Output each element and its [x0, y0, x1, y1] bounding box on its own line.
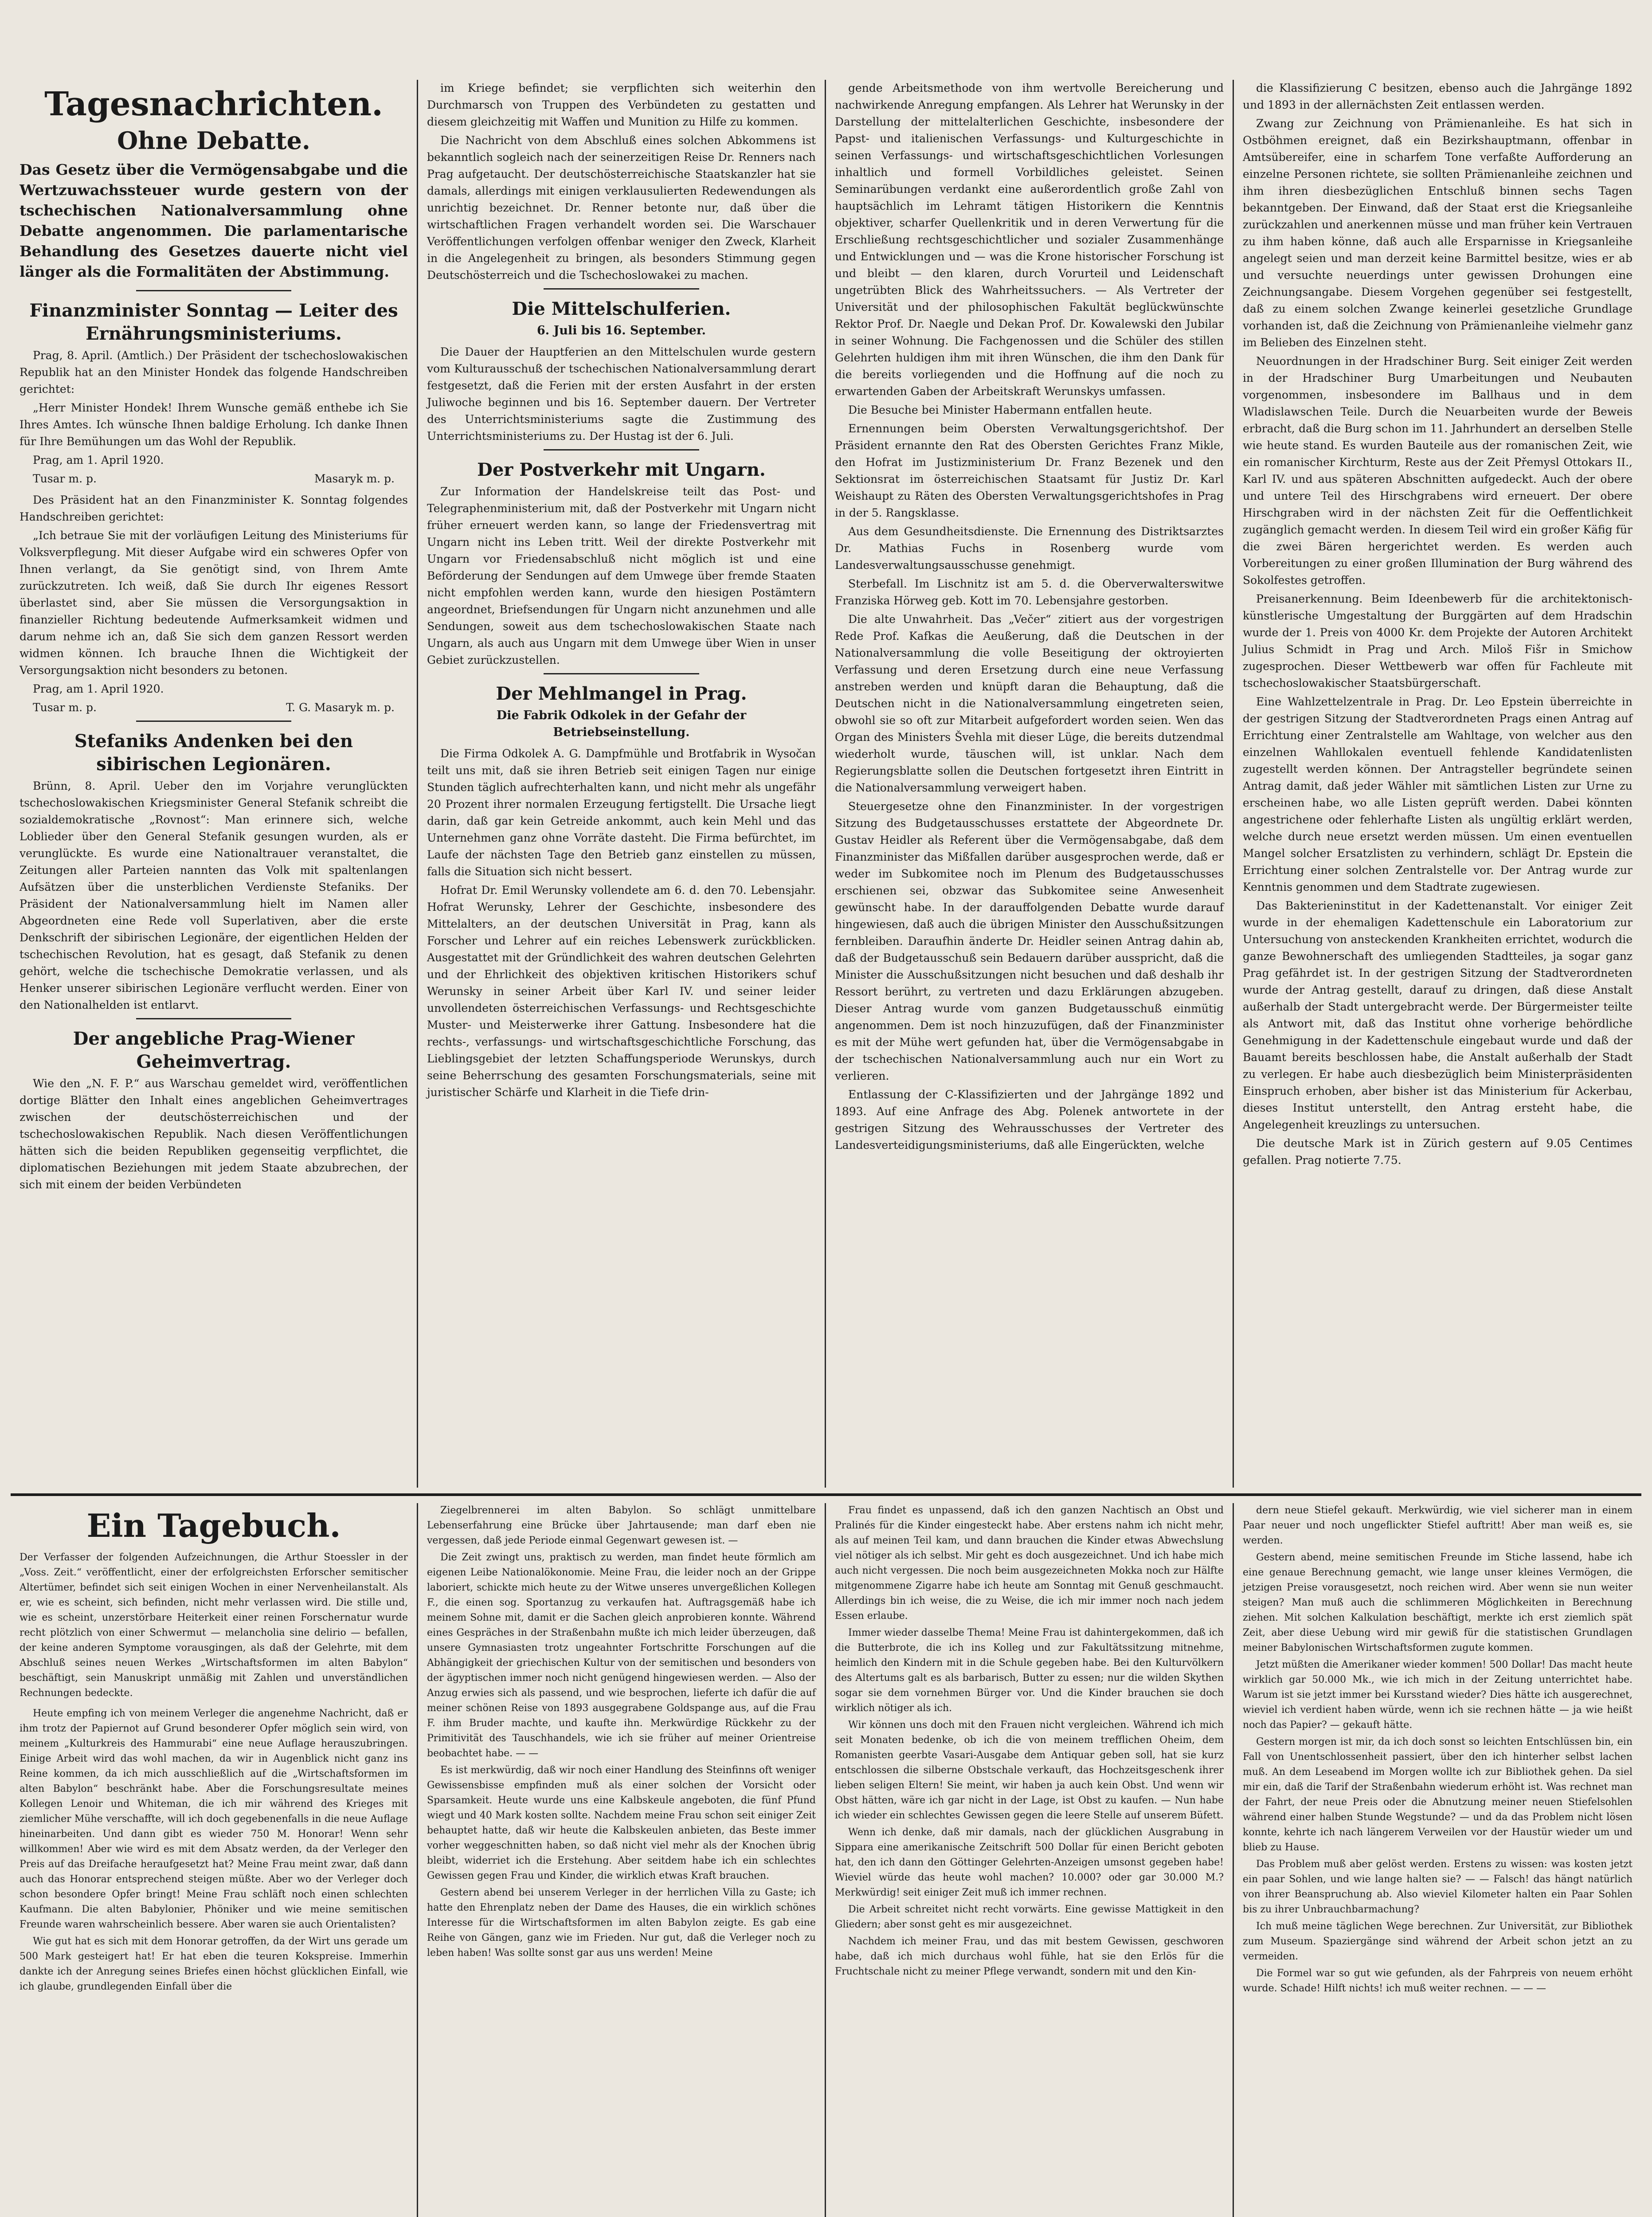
article-text: Des Präsident hat an den Finanzminister K. Sonntag folgendes Handschreiben gerichtet:: [20, 494, 408, 523]
news-item: Die alte Unwahrheit. Das „Večer“ zitiert aus der vorgestrigen Rede Prof. Kafkas die Aeußerung, daß die Deutschen in der Nationalversammlung die volle Beseitigung der oktroyierten Verfassung und deren Ersetzung durch eine neue Verfassung anstreben werden und knüpft daran die Behauptung, daß die Deutschen nicht in die Nationalversammlung eingetreten seien, obwohl sie so oft zur Mitarbeit aufgefordert worden seien. Wen das Organ des Ministers Švehla mit dieser Lüge, die bereits dutzendmal wiederholt wurde, täuschen will, ist unklar. Nach dem Regierungsblatte sollen die Deutschen fortgesetzt ihren Eintritt in die Nationalversammlung verweigert haben.: [835, 613, 1224, 794]
news-item: Preisanerkennung. Beim Ideenbewerb für die architektonisch-künstlerische Umgestaltung der Burggärten auf dem Hradschin wurde der 1. Preis von 4000 Kr. dem Projekte der Autoren Architekt Julius Schmidt in Prag und Arch. Miloš Fišr in Smichow zugesprochen. Dieser Wettbewerb war offen für Fachleute mit tschechoslowakischer Staatsbürgerschaft.: [1243, 592, 1632, 689]
signature: Tusar m. p.: [33, 701, 97, 714]
news-item: Sterbefall. Im Lischnitz ist am 5. d. die Oberverwalterswitwe Franziska Hörweg geb. Kott im 70. Lebensjahre gestorben.: [835, 577, 1224, 607]
feuilleton-column-4: [1234, 1503, 1641, 2217]
divider: [136, 1018, 291, 1019]
news-item: Aus dem Gesundheitsdienste. Die Ernennung des Distriktsarztes Dr. Mathias Fuchs in Rosenberg wurde vom Landesverwaltungsausschusse genehmigt.: [835, 525, 1224, 572]
article-text: im Kriege befindet; sie verpflichten sich weiterhin den Durchmarsch von Truppen des Verbündeten zu gestatten und diesem gleichzeitig mit Waffen und Munition zu Hilfe zu kommen.: [427, 82, 816, 128]
diary-entry: Die Zeit zwingt uns, praktisch zu werden, man findet heute förmlich am eigenen Leibe Nationalökonomie. Meine Frau, die leider noch an der Grippe laboriert, schickte mich heute zu der Witwe unseres unvergeßlichen Kollegen F., die einen sog. Sportanzug zu verkaufen hat. Auftragsgemäß habe ich meinem Sohne mit, damit er die Sachen gleich anprobieren konnte. Während eines Gespräches in der Straßenbahn mußte ich mich leider überzeugen, daß unsere Gymnasiasten trotz ungeahnter Fortschritte Forschungen auf die Abhängigkeit der griechischen Kultur von der semitischen und besonders von der ägyptischen immer noch nicht genügend hingewiesen werden. — Also der Anzug erwies sich als passend, und wie besprochen, lieferte ich dafür die auf meiner schönen Reise von 1893 ausgegrabene Goldspange aus, auf die Frau F. ihm Bruder machte, und kaufte ihn. Merkwürdige Rückkehr zu der Primitivität des Tauschhandels, wie ich sie früher auf meiner Orientreise beobachtet habe. — —: [427, 1552, 816, 1759]
feuilleton-column-1: [11, 1503, 417, 2217]
headline-stefanik: Stefaniks Andenken bei den sibirischen Legionären.: [74, 731, 353, 775]
diary-entry: Heute empfing ich von meinem Verleger die angenehme Nachricht, daß er ihm trotz der Papiernot auf Grund besonderer Opfer möglich sein wird, von meinem „Kulturkreis des Hammurabi“ eine neue Auflage herauszubringen. Einige Arbeit wird das wohl machen, da wir in Augenblick nicht ganz ins Reine kommen, da ich mich ausschließlich auf die „Wirtschaftsformen im alten Babylon“ beschränkt habe. Aber die Forschungsresultate meines Kollegen Lenoir und Whiteman, die ich mir während des Krieges mit ziemlicher Mühe verschaffte, will ich doch gegebenenfalls in die neue Auflage hineinarbeiten. Und dann gibt es wieder 750 M. Honorar! Wenn sehr willkommen! Aber wie wird es mit dem Absatz werden, da der Verleger den Preis auf das Dreifache heraufgesetzt hat? Meine Frau meint zwar, daß dann auch das Honorar entsprechend steigen müßte. Aber wo der Verleger doch schon besondere Opfer bringt! Meine Frau schläft noch einen schlechten Kaufmann. Die alten Babylonier, Phöniker und wie meine semitischen Freunde waren wahrscheinlich bessere. Aber waren sie auch Orientalisten?: [20, 1708, 408, 1930]
news-item: Zwang zur Zeichnung von Prämienanleihe. Es hat sich in Ostböhmen ereignet, daß ein Bezirkshauptmann, offenbar in Amtsübereifer, eine in scharfem Tone verfaßte Aufforderung an einzelne Personen richtete, sie sollten Prämienanleihe zeichnen und ihm ihren diesbezüglichen Entschluß binnen sechs Tagen bekanntgeben. Der Einwand, daß der Staat erst die Kriegsanleihe zurückzahlen und anerkennen müsse und man früher kein Vertrauen zu ihm haben könne, daß auch alle Ersparnisse in Kriegsanleihe angelegt seien und man derzeit keine Barmittel besitze, wies er ab und versuchte neuerdings unter gewissen Drohungen eine Zeichnungsangabe. Diesem Vorgehen gegenüber sei festgestellt, daß zu einem solchen Zwange keinerlei gesetzliche Grundlage vorhanden ist, daß die Zeichnung von Prämienanleihe vielmehr ganz im Belieben des Einzelnen steht.: [1243, 117, 1632, 349]
lead-paragraph: Das Gesetz über die Vermögensabgabe und die Wertzuwachssteuer wurde gestern von der tschechischen Nationalversammlung ohne Debatte angenommen. Die parlamentarische Behandlung des Gesetzes dauerte nicht viel länger als die Formalitäten der Abstimmung.: [20, 161, 408, 280]
signature: Masaryk m. p.: [314, 472, 395, 485]
headline-deck: 6. Juli bis 16. September.: [537, 324, 706, 337]
diary-entry: Gestern morgen ist mir, da ich doch sonst so leichten Entschlüssen bin, ein Fall von Unentschlossenheit passiert, über den ich hinterher selbst lachen muß. An dem Leseabend im Morgen wollte ich zur Bibliothek gehen. Da siel mir ein, daß die Tarif der Straßenbahn wiederum erhöht ist. Was rechnet man der Fahrt, der neue Preis oder die Abnutzung meiner neuen Stiefelsohlen während einer halben Stunde Wegstunde? — und da das Problem nicht lösen konnte, kehrte ich nach längerem Verweilen vor der Haustür wieder um und blieb zu Hause.: [1243, 1736, 1632, 1853]
article-text: gende Arbeitsmethode von ihm wertvolle Bereicherung und nachwirkende Anregung empfangen. Als Lehrer hat Werunsky in der Darstellung der mittelalterlichen Geschichte, insbesondere der Papst- und italienischen Verfassungs- und Kulturgeschichte in seinen Verfassungs- und wirtschaftsgeschichtlichen Vorlesungen inhaltlich und formell Vorbildliches geleistet. Seinen Seminarübungen verdankt eine außerordentlich große Zahl von hauptsächlich im Lehramt tätigen Historikern die Kenntnis objektiver, scharfer Quellenkritik und in deren Verwertung für die Erschließung rechtsgeschichtlicher und sozialer Zusammenhänge und Entwicklungen und — was die Krone historischer Forschung ist und bleibt — den klaren, durch Vorurteil und Leidenschaft ungetrübten Blick des Wahrheitssuchers. — Als Vertreter der Universität und der philosophischen Fakultät beglückwünschte Rektor Prof. Dr. Naegle und Dekan Prof. Dr. Kowalewski den Jubilar in seiner Wohnung. Die Fachgenossen und die Schüler des stillen Gelehrten huldigen ihm mit ihren Wünschen, die ihm den Dank für die bereits vorliegenden und die Hoffnung auf die noch zu erwartenden Gaben der Arbeitskraft Werunskys umfassen.: [835, 82, 1224, 398]
headline-postal-service: Der Postverkehr mit Ungarn.: [477, 459, 766, 480]
news-column-2: [418, 80, 825, 1488]
article-text: Die Nachricht von dem Abschluß eines solchen Abkommens ist bekanntlich sogleich nach der seinerzeitigen Reise Dr. Renners nach Prag aufgetaucht. Der deutschösterreichische Staatskanzler hat sie damals, allerdings mit einigen verklausulierten Redewendungen als unrichtig bezeichnet. Dr. Renner betonte nur, daß über die wirtschaftlichen Fragen verhandelt worden sei. Die Warschauer Veröffentlichungen verfolgen offenbar weniger den Zweck, Klarheit in die Angelegenheit zu bringen, als besonders Stimmung gegen Deutschösterreich und die Tschechoslowakei zu machen.: [427, 134, 816, 282]
dateline: Prag, am 1. April 1920.: [33, 682, 164, 695]
feuilleton-intro: Der Verfasser der folgenden Aufzeichnungen, die Arthur Stoessler in der „Voss. Zeit.“ veröffentlicht, einer der erfolgreichsten Erforscher semitischer Altertümer, befindet sich seit einigen Wochen in einer Nervenheilanstalt. Als er, wie es scheint, sich befinden, nicht mehr verlassen wird. Die stille und, wie es scheint, unzerstörbare Heiterkeit einer reinen Forschernatur wurde recht plötzlich von einer Schwermut — melancholia sine delirio — befallen, der keine anderen Symptome vorausgingen, als daß der Gelehrte, mit dem Abschluß seines neuen Werkes „Wirtschaftsformen im alten Babylon“ beschäftigt, sein Manuskript unmäßig mit Zahlen und unverständlichen Rechnungen bedeckte.: [20, 1552, 408, 1699]
diary-entry: Wie gut hat es sich mit dem Honorar getroffen, da der Wirt uns gerade um 500 Mark gesteigert hat! Er hat eben die teuren Kokspreise. Immerhin dankte ich der Anregung seines Briefes einen höchst glücklichen Einfall, wie ich glaube, grundlegenden Einfall über die: [20, 1936, 408, 1992]
article-text: die Klassifizierung C besitzen, ebenso auch die Jahrgänge 1892 und 1893 in der allernächsten Zeit entlassen werden.: [1243, 82, 1632, 111]
divider: [544, 673, 699, 674]
signature-line: [20, 699, 408, 716]
diary-entry: dern neue Stiefel gekauft. Merkwürdig, wie viel sicherer man in einem Paar neuer und noch ungeflickter Stiefel auftritt! Aber man weiß es, sie werden.: [1243, 1505, 1632, 1546]
diary-entry: Jetzt müßten die Amerikaner wieder kommen! 500 Dollar! Das macht heute wirklich gar 50.000 Mk., wie ich mich in der Zeitung unterrichtet habe. Warum ist sie jetzt immer bei Kursstand wieder? Dies hätte ich ausgerechnet, wieviel ich verdient haben würde, wenn ich sie rechnen hätte — ja wie heißt noch das Papier? — gekauft hätte.: [1243, 1659, 1632, 1731]
news-item: Die Besuche bei Minister Habermann entfallen heute.: [848, 403, 1152, 416]
headline-school-holidays: Die Mittelschulferien.: [512, 298, 731, 319]
news-item: Steuergesetze ohne den Finanzminister. In der vorgestrigen Sitzung des Budgetausschusses erstattete der Abgeordnete Dr. Gustav Heidler als Referent über die Vermögensabgabe, daß dem Finanzminister das Mißfallen darüber ausgesprochen werde, daß er weder im Subkomitee noch im Plenum des Budgetausschusses erschienen sei, obzwar das Subkomitee seine Anwesenheit gewünscht habe. In der darauffolgenden Debatte wurde darauf hingewiesen, daß auch die übrigen Minister den Ausschußsitzungen fernbleiben. Daraufhin änderte Dr. Heidler seinen Antrag dahin ab, daß der Budgetausschuß sein Bedauern darüber ausspricht, daß die Minister die Ausschußsitzungen nicht besuchen und daß deshalb ihr Ressort berührt, zu vertreten und dazu Erklärungen abzugeben. Dieser Antrag wurde vom ganzen Budgetausschuß einmütig angenommen. Dem ist noch hinzuzufügen, daß der Finanzminister es mit der Mühe wert gefunden hat, über die Vermögensabgabe in der tschechischen Nationalversammlung auch nur ein Wort zu verlieren.: [835, 800, 1224, 1082]
feuilleton-column-3: [826, 1503, 1233, 2217]
signature-line: [20, 470, 408, 487]
diary-entry: Es ist merkwürdig, daß wir noch einer Handlung des Steinfinns oft weniger Gewissensbisse empfinden muß als einer solchen der Vorsicht oder Sparsamkeit. Heute wurde uns eine Kalbskeule angeboten, die fünf Pfund wiegt und 40 Mark kosten sollte. Nachdem meine Frau schon seit einiger Zeit behauptet hatte, daß wir heute die Kalbskeulen anbieten, das Beste immer vorher weggeschnitten haben, so daß nicht viel mehr als der Knochen übrig bleibt, widerriet ich die Erstehung. Aber seitdem habe ich ein schlechtes Gewissen gegen Frau und Kinder, die wirklich etwas Kraft brauchen.: [427, 1765, 816, 1881]
news-section: [11, 80, 1641, 1488]
diary-entry: Ziegelbrennerei im alten Babylon. So schlägt unmittelbare Lebenserfahrung eine Brücke über Jahrtausende; man darf eben nie vergessen, daß jede Periode einmal Gegenwart gewesen ist. —: [427, 1505, 816, 1546]
diary-entry: Frau findet es unpassend, daß ich den ganzen Nachtisch an Obst und Pralinés für die Kinder eingesteckt habe. Aber erstens nahm ich nicht mehr, als auf meinen Teil kam, und dann brauchen die Kinder etwas Abwechslung viel nötiger als ich selbst. Mir geht es doch ausgezeichnet. Und ich habe mich auch nicht vergessen. Die noch beim ausgezeichneten Mokka noch zur Hälfte mitgenommene Zigarre habe ich heute am Sonntag mit Genuß geschmaucht. Allerdings bin ich weise, die zu Weise, die ich mir immer noch nach jedem Essen erlaube.: [835, 1505, 1224, 1622]
article-text: „Ich betraue Sie mit der vorläufigen Leitung des Ministeriums für Volksverpflegung. Mit dieser Aufgabe wird ein schweres Opfer von Ihnen verlangt, da Sie genötigt sind, von Ihrem Amte zurückzutreten. Ich weiß, daß Sie durch Ihr eigenes Ressort überlastet sind, aber Sie müssen die Versorgungsaktion in finanzieller Richtung bedeutende Aufmerksamkeit widmen und darum nehme ich an, daß Sie sich dem ganzen Ressort werden widmen können. Ich brauche Ihnen die Wichtigkeit der Versorgungsaktion nicht besonders zu betonen.: [20, 529, 408, 677]
signature: T. G. Masaryk m. p.: [286, 701, 395, 714]
diary-entry: Nachdem ich meiner Frau, und das mit bestem Gewissen, geschworen habe, daß ich mich durchaus wohl fühle, hat sie den Erlös für die Fruchtschale nicht zu meiner Pflege verwandt, sondern mit und den Kin-: [835, 1936, 1224, 1977]
article-text: „Herr Minister Hondek! Ihrem Wunsche gemäß enthebe ich Sie Ihres Amtes. Ich wünsche Ihnen baldige Erholung. Ich danke Ihnen für Ihre Bemühungen um das Wohl der Republik.: [20, 401, 408, 448]
article-text: Brünn, 8. April. Ueber den im Vorjahre verunglückten tschechoslowakischen Kriegsminister General Stefanik schreibt die sozialdemokratische „Rovnost“: Man erinnere sich, welche Loblieder über den General Stefanik gesungen wurden, als er verunglückte. Es wurde eine Nationaltrauer veranstaltet, die Zeitungen aller Parteien nannten das Volk mit spaltenlangen Aufsätzen über die unsterblichen Verdienste Stefaniks. Der Präsident der Nationalversammlung hielt im Namen aller Abgeordneten eine Rede voll Superlativen, aber die erste Denkschrift der sibirischen Legionäre, der eigentlichen Helden der tschechischen Revolution, hat es gesagt, daß Stefanik zu denen gehört, welche die tschechische Demokratie verlassen, und als Henker unserer sibirischen Legionäre verflucht werden. Einer von den Nationalhelden ist entlarvt.: [20, 779, 408, 1011]
masthead: Tagesnachrichten.: [44, 85, 383, 123]
article-text: Hofrat Dr. Emil Werunsky vollendete am 6. d. den 70. Lebensjahr. Hofrat Werunsky, Lehrer der Geschichte, insbesondere des Mittelalters, an der deutschen Universität in Prag, kann als Forscher und Lehrer auf ein reiches Lebenswerk zurückblicken. Ausgestattet mit der Gründlichkeit des wahren deutschen Gelehrten und der Ehrlichkeit des objektiven kritischen Historikers schuf Werunsky in seiner Arbeit über Karl IV. und seiner leider unvollendeten österreichischen Verfassungs- und Rechtsgeschichte Muster- und Meisterwerke ihrer Gattung. Insbesondere hat die rechts-, verfassungs- und wirtschaftsgeschichtliche Forschung, das Lieblingsgebiet der letzten Schaffungsperiode Werunskys, durch seine Beherrschung des gesamten Forschungsmaterials, seine mit juristischer Schärfe und Klarheit in die Tiefe drin-: [427, 884, 816, 1099]
news-item: Neuordnungen in der Hradschiner Burg. Seit einiger Zeit werden in der Hradschiner Burg Umarbeitungen und Neubauten vorgenommen, insbesondere im Ballhaus und in dem Wladislawschen Teile. Durch die Neuarbeiten wurde der Beweis erbracht, daß die Burg schon im 11. Jahrhundert an derselben Stelle wie heute stand. Es wurden Bauteile aus der romanischen Zeit, wie ein romanischer Kirchturm, Reste aus der Zeit Přemysl Ottokars II., Karl IV. und aus späteren Abschnitten aufgedeckt. Auch der obere und untere Teil des Hirschgrabens wird erneuert. Der obere Hirschgraben wird in der nächsten Zeit für die Oeffentlichkeit zugänglich gemacht werden. In diesem Teil wird ein großer Käfig für die zwei Bären hergerichtet werden. Es werden auch Vorbereitungen zu einer großen Illumination der Burg während des Sokolfestes getroffen.: [1243, 355, 1632, 587]
diary-entry: Das Problem muß aber gelöst werden. Erstens zu wissen: was kosten jetzt ein paar Sohlen, und wie lange halten sie? — — Falsch! das hängt natürlich von ihrer Beanspruchung ab. Also wieviel Kilometer halten ein Paar Sohlen bis zu ihrer Unbrauchbarmachung?: [1243, 1859, 1632, 1915]
article-text: Wie den „N. F. P.“ aus Warschau gemeldet wird, veröffentlichen dortige Blätter den Inhalt eines angeblichen Geheimvertrages zwischen der deutschösterreichischen und der tschechoslowakischen Republik. Nach diesen Veröffentlichungen hätten sich die beiden Republiken gegenseitig verpflichtet, die diplomatischen Beziehungen mit jedem Staate abzubrechen, der sich mit einem der beiden Verbündeten: [20, 1077, 408, 1191]
divider: [544, 449, 699, 450]
news-item: Die deutsche Mark ist in Zürich gestern auf 9.05 Centimes gefallen. Prag notierte 7.75.: [1243, 1137, 1632, 1167]
article-text: Die Firma Odkolek A. G. Dampfmühle und Brotfabrik in Wysočan teilt uns mit, daß sie ihren Betrieb seit einigen Tagen nur einige Stunden täglich aufrechterhalten kann, und nicht mehr als ungefähr 20 Prozent ihrer normalen Erzeugung fertigstellt. Die Ursache liegt darin, daß gar kein Getreide ankommt, auch kein Mehl und das Unternehmen ganz ohne Vorräte dasteht. Die Firma befürchtet, im Laufe der nächsten Tage den Betrieb ganz einstellen zu müssen, falls die Situation sich nicht bessert.: [427, 747, 816, 878]
diary-entry: Ich muß meine täglichen Wege berechnen. Zur Universität, zur Bibliothek zum Museum. Spaziergänge sind während der Arbeit schon jetzt an zu vermeiden.: [1243, 1921, 1632, 1962]
headline-finance-minister: Finanzminister Sonntag — Leiter des Ernährungsministeriums.: [29, 300, 398, 344]
news-item: Das Bakterieninstitut in der Kadettenanstalt. Vor einiger Zeit wurde in der ehemaligen Kadettenschule ein Laboratorium zur Untersuchung von ansteckenden Krankheiten errichtet, wodurch die ganze Bewohnerschaft des umliegenden Stadtteiles, ja sogar ganz Prag gefährdet ist. In der gestrigen Sitzung der Stadtverordneten wurde der Antrag gestellt, darauf zu dringen, daß diese Anstalt außerhalb der Stadt untergebracht werde. Der Bürgermeister teilte als Antwort mit, daß das Institut ohne vorherige behördliche Genehmigung in der Kadettenschule eingebaut wurde und daß der Bauamt bereits beschlossen habe, die Anstalt außerhalb der Stadt zu verlegen. Er habe auch diesbezüglich beim Ministerpräsidenten Einspruch erhoben, aber bisher ist das Ministerium für Ackerbau, dieses Institut unterstellt, den Antrag ersteht habe, die Angelegenheit kreuzlings zu untersuchen.: [1243, 899, 1632, 1131]
diary-entry: Gestern abend bei unserem Verleger in der herrlichen Villa zu Gaste; ich hatte den Ehrenplatz neben der Dame des Hauses, die ein wirklich schönes Interesse für die Wirtschaftsformen im alten Babylon zeigte. Es gab eine Reihe von Gängen, ganz wie im Frieden. Nur gut, daß die Verleger noch zu leben haben! Was sollte sonst gar aus uns werden! Meine: [427, 1887, 816, 1958]
article-text: Zur Information der Handelskreise teilt das Post- und Telegraphenministerium mit, daß der Postverkehr mit Ungarn nicht früher erneuert werden kann, so lange der Friedensvertrag mit Ungarn nicht ins Leben tritt. Weil der direkte Postverkehr mit Ungarn vor Friedensabschluß nicht möglich ist und eine Beförderung der Sendungen auf dem Umwege über fremde Staaten nicht empfohlen werden kann, wurde den hiesigen Postämtern angeordnet, Briefsendungen für Ungarn nicht anzunehmen und alle Sendungen, soweit aus dem tschechoslowakischen Staate nach Ungarn, als auch aus Ungarn mit dem Umwege über Wien in unser Gebiet zurückzustellen.: [427, 485, 816, 666]
divider: [136, 721, 291, 722]
signature: Tusar m. p.: [33, 472, 97, 485]
diary-entry: Gestern abend, meine semitischen Freunde im Stiche lassend, habe ich eine genaue Berechnung gemacht, wie lange unser kleines Vermögen, die jetzigen Preise vorausgesetzt, noch reichen wird. Aber wenn sie nun weiter steigen? Man muß auch die schlimmeren Möglichkeiten in Berechnung ziehen. Mit solchen Kalkulation beschäftigt, merkte ich erst ziemlich spät Zeit, aber diese Uebung wird mir gewiß für die statistischen Grundlagen meiner Babylonischen Wirtschaftsformen zugute kommen.: [1243, 1552, 1632, 1653]
divider: [136, 290, 291, 291]
diary-entry: Wir können uns doch mit den Frauen nicht vergleichen. Während ich mich seit Monaten bedenke, ob ich die von meinem trefflichen Oheim, dem Romanisten geerbte Vasari-Ausgabe dem Antiquar geben soll, hat sie kurz entschlossen die silberne Obstschale verkauft, das Hochzeitsgeschenk ihrer lieben seligen Eltern! Sie meint, wir haben ja auch kein Obst. Und wenn wir Obst hätten, wäre ich gar nicht in der Lage, ist Obst zu kaufen. — Nun habe ich wieder ein schlechtes Gewissen gegen die leere Stelle auf unserem Büfett.: [835, 1720, 1224, 1821]
section-subtitle: Ohne Debatte.: [117, 126, 310, 155]
dateline: Prag, am 1. April 1920.: [33, 454, 164, 466]
news-column-1: [11, 80, 417, 1488]
news-column-3: [826, 80, 1233, 1488]
headline-flour-shortage: Der Mehlmangel in Prag.: [496, 683, 747, 704]
headline-secret-treaty: Der angebliche Prag-Wiener Geheimvertrag.: [73, 1028, 355, 1072]
article-text: Die Dauer der Hauptferien an den Mittelschulen wurde gestern vom Kulturausschuß der tschechischen Nationalversammlung derart festgesetzt, daß die Ferien mit der ersten Ausfahrt in der ersten Juliwoche beginnen und bis 16. September dauern. Der Vertreter des Unterrichtsministeriums sagte die Zustimmung des Unterrichtsministeriums zu. Der Hustag ist der 6. Juli.: [427, 345, 816, 443]
news-item: Entlassung der C-Klassifizierten und der Jahrgänge 1892 und 1893. Auf eine Anfrage des Abg. Polenek antwortete in der gestrigen Sitzung des Wehrausschusses der Vertreter des Landesverteidigungsministeriums, daß alle Eingerückten, welche: [835, 1088, 1224, 1152]
headline-deck: Die Fabrik Odkolek in der Gefahr der Betriebseinstellung.: [496, 709, 747, 739]
divider: [544, 288, 699, 290]
section-divider: [11, 1493, 1641, 1496]
diary-entry: Die Arbeit schreitet nicht recht vorwärts. Eine gewisse Mattigkeit in den Gliedern; aber sonst geht es mir ausgezeichnet.: [835, 1904, 1224, 1930]
article-text: Prag, 8. April. (Amtlich.) Der Präsident der tschechoslowakischen Republik hat an den Minister Hondek das folgende Handschreiben gerichtet:: [20, 349, 408, 396]
news-item: Ernennungen beim Obersten Verwaltungsgerichtshof. Der Präsident ernannte den Rat des Obersten Gerichtes Franz Mikle, den Hofrat im Justizministerium Dr. Franz Bezenek und den Sektionsrat im österreichischen Staatsamt für Justiz Dr. Karl Weishaupt zu Räten des Obersten Verwaltungsgerichtshofes in Prag in der 5. Rangsklasse.: [835, 422, 1224, 519]
news-column-4: [1234, 80, 1641, 1488]
diary-entry: Die Formel war so gut wie gefunden, als der Fahrpreis von neuem erhöht wurde. Schade! Hilft nichts! ich muß weiter rechnen. — — —: [1243, 1968, 1632, 1994]
feuilleton-column-2: [418, 1503, 825, 2217]
diary-entry: Immer wieder dasselbe Thema! Meine Frau ist dahintergekommen, daß ich die Butterbrote, die ich ins Kolleg und zur Fakultätssitzung mitnehme, heimlich den Kindern mit in die Schule gegeben habe. Bei den Kulturvölkern des Altertums galt es als barbarisch, Butter zu essen; nur die wilden Skythen sogar sie dem vornehmen Bürger vor. Und die Kinder brauchen sie doch wirklich nötiger als ich.: [835, 1627, 1224, 1714]
feuilleton-title: Ein Tagebuch.: [86, 1507, 341, 1544]
diary-entry: Wenn ich denke, daß mir damals, nach der glücklichen Ausgrabung in Sippara eine amerikanische Zeitschrift 500 Dollar für einen Bericht geboten hat, den ich dann den Göttinger Gelehrten-Anzeigen umsonst gegeben habe! Wieviel würde das heute wohl machen? 10.000? oder gar 30.000 M.? Merkwürdig! seit einiger Zeit muß ich immer rechnen.: [835, 1827, 1224, 1898]
feuilleton-section: [11, 1503, 1641, 2217]
news-item: Eine Wahlzettelzentrale in Prag. Dr. Leo Epstein überreichte in der gestrigen Sitzung der Stadtverordneten Prags einen Antrag auf Errichtung einer Zentralstelle am Wahltage, von welcher aus den einzelnen Wahllokalen eventuell fehlende Kandidatenlisten zugestellt werden können. Der Antragsteller begründete seinen Antrag damit, daß jeder Wähler mit sämtlichen Listen zur Urne zu erscheinen habe, wo alle Listen geprüft werden. Dabei könnten angestrichene oder fehlerhafte Listen als ungültig erklärt werden, welche durch neue ersetzt werden müssen. Um einen eventuellen Mangel solcher Ersatzlisten zu verhindern, schlägt Dr. Epstein die Errichtung einer solchen Zentralstelle vor. Der Antrag wurde zur Kenntnis genommen und dem Stadtrate zugewiesen.: [1243, 695, 1632, 893]
